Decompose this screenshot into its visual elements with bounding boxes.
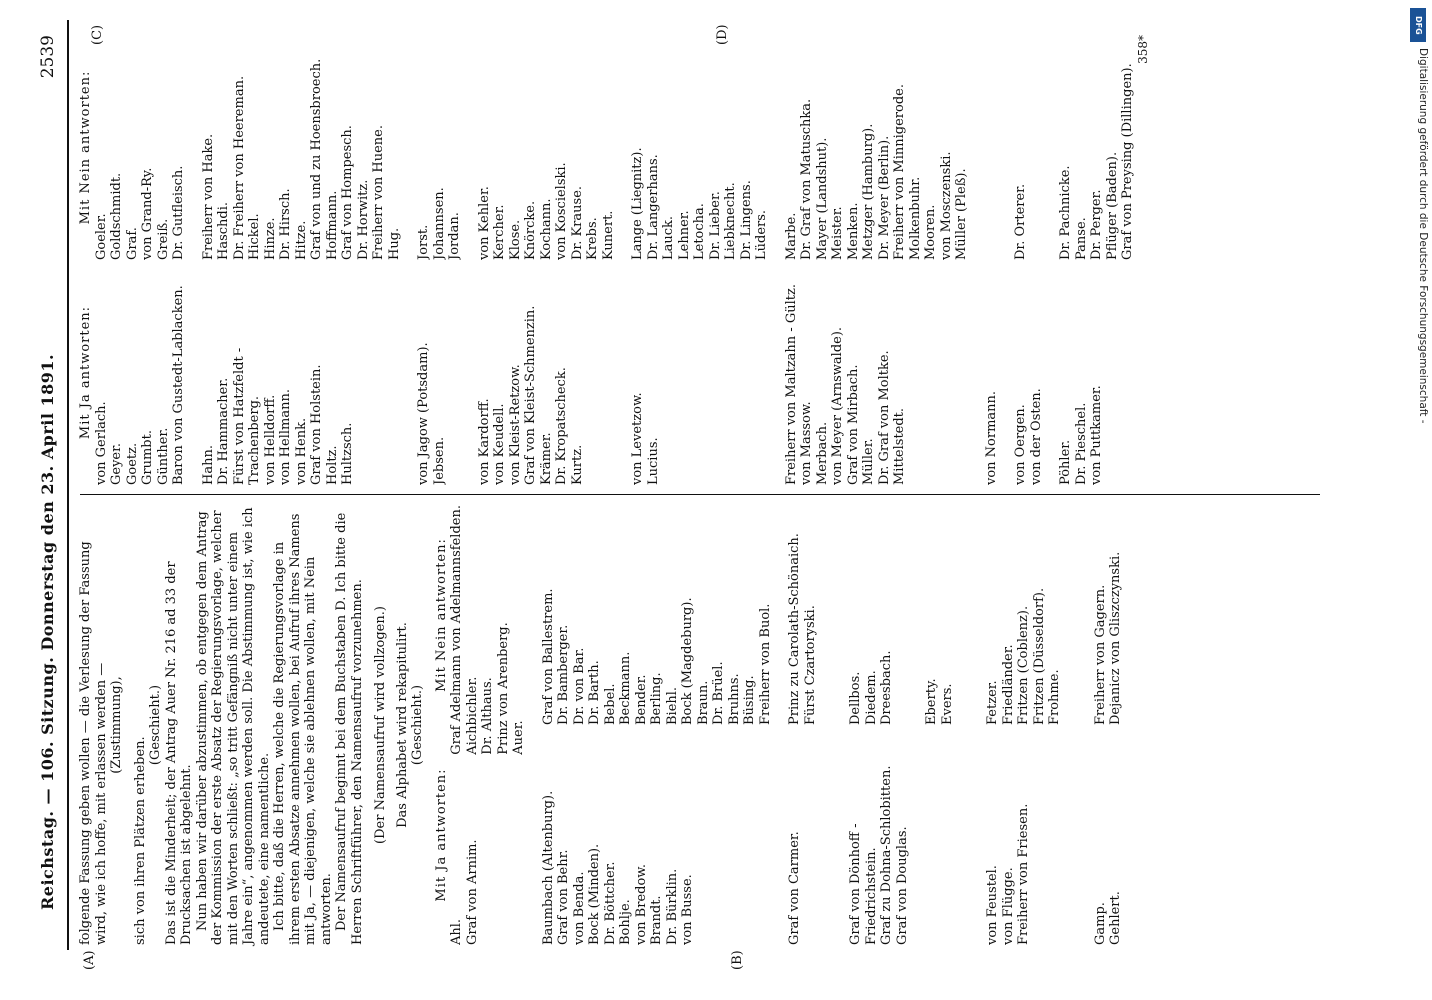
list-item: Dreesbach. (879, 650, 894, 725)
dfg-logo: DFG (1410, 8, 1426, 42)
abstimmung-text: Nun haben wir darüber abzustimmen, ob entgegen dem Antrag der Kommission der erste Absatz der Regierungsvorlage, welcher mit den Worten schließt: „so tritt Gefängniß nicht unter einem Jahre ein“, angenommen werden soll. Die Abstimmung ist, wie ich andeutete, eine namentliche. (194, 507, 272, 945)
ja-list-m (784, 260, 970, 485)
list-item: Fritzen (Coblenz). (1016, 605, 1031, 725)
vote-heads-left (434, 505, 450, 945)
list-item: Grumbt. (140, 430, 155, 485)
vote-group-k (477, 35, 617, 485)
list-item: Dellbos. (848, 671, 863, 725)
list-item: Dr. Hammacher. (216, 377, 231, 485)
list-item: Goldschmidt. (109, 172, 124, 260)
nein-list-d (848, 505, 910, 725)
nein-heading: Mit Nein antworten: (433, 538, 449, 692)
vote-group-j (416, 35, 463, 485)
list-item: Graf von Behr. (556, 849, 571, 945)
list-item: Baron von Gustedt-Lablacken. (171, 285, 186, 485)
list-item: von Flügge. (1000, 867, 1016, 945)
list-item: von Oergen. (1013, 404, 1028, 485)
list-item: von Koscielski. (554, 162, 569, 260)
list-item: Müller. (861, 438, 876, 485)
list-item: Dr. Graf von Moltke. (876, 350, 892, 485)
list-item: Hinze. (262, 217, 278, 260)
list-item: Graf von Ballestrem. (540, 588, 556, 725)
list-item: Lehner. (676, 210, 692, 260)
list-item: Graf von Douglas. (894, 826, 910, 945)
ja-list-f (985, 725, 1063, 945)
list-item: Braun. (695, 680, 711, 725)
list-item: von Grand-Ry. (140, 167, 155, 260)
nein-list-o (1013, 35, 1044, 260)
page-header (30, 20, 70, 950)
list-item: Graf von Dönhoff - Friedrichstein. (848, 823, 879, 945)
list-item: Goeler. (93, 213, 109, 260)
namensaufruf-text: Der Namensaufruf beginnt bei dem Buchstaben D. Ich bitte die Herren Schriftführer, den Namensaufruf vorzunehmen. (334, 512, 365, 945)
list-item: Fürst Czartoryski. (802, 605, 818, 725)
list-item: Panse. (1073, 217, 1089, 260)
list-item: Dr. Böttcher. (602, 861, 618, 945)
list-item: von Normann. (983, 390, 999, 485)
intro-text: folgende Fassung geben wollen — die Verlesung der Fassung wird, wie ich hoffe, mit erlassen werden — (78, 541, 109, 945)
list-item: von Benda. (571, 871, 587, 945)
zustimmung-note: (Zustimmung), (109, 676, 124, 774)
list-item: Mittelstedt. (892, 407, 907, 485)
list-item: Jorst. (416, 224, 431, 260)
list-item: Fürst von Hatzfeldt - Trachenberg. (231, 347, 262, 485)
list-item: Fritzen (Düsseldorf). (1031, 587, 1047, 725)
nein-list-a (449, 505, 527, 755)
ja-list-l (630, 260, 770, 485)
vote-group-g (1093, 505, 1124, 945)
list-item: von Keudell. (492, 403, 507, 485)
bitte-text: Ich bitte, daß die Herren, welche die Regierungsvorlage in ihrem ersten Absatze annehmen wollen, bei Aufruf ihres Namens mit Ja, — diejenigen, welche sie ablehnen wollen, mit Nein antworten. (272, 513, 334, 945)
list-item: Liebknecht. (723, 182, 738, 260)
list-item: Jordan. (447, 212, 462, 260)
list-item: Graf von Holstein. (309, 364, 324, 485)
list-item: Dr. Brüel. (711, 661, 726, 725)
list-item: Knörcke. (523, 200, 538, 260)
list-item: Jebsen. (431, 436, 447, 485)
vote-heads-right (78, 35, 94, 485)
vote-group-g2 (94, 35, 187, 485)
ja-list-b (541, 725, 774, 945)
list-item: Ahl. (449, 918, 464, 945)
list-item: Prinz zu Carolath-Schönaich. (787, 533, 802, 725)
nein-list-m (784, 35, 970, 260)
list-item: Klose. (507, 219, 523, 260)
ja-list-c (787, 725, 818, 945)
vote-group-f (985, 505, 1063, 945)
list-item: Lauck. (661, 215, 676, 260)
list-item: von Puttkamer. (1089, 385, 1104, 485)
list-item: Lüders. (754, 209, 769, 260)
list-item: Holtz. (324, 445, 340, 485)
list-item: von Helldorff. (262, 394, 278, 485)
list-item: Bock (Magdeburg). (680, 597, 695, 725)
nein-list-h (201, 35, 403, 260)
list-item: Kunert. (600, 210, 616, 260)
list-item: Geyer. (109, 442, 124, 485)
list-item: Freiherr von Buol. (757, 603, 773, 725)
nein-list-g (1093, 505, 1124, 725)
list-item: Dr. Krause. (569, 185, 585, 260)
list-item: Lucius. (645, 437, 661, 485)
vote-group-p (1058, 35, 1151, 485)
list-item: Metzger (Hamburg). (861, 123, 876, 260)
ja-list-o (1013, 260, 1044, 485)
list-item: von Hellmann. (278, 389, 293, 485)
list-item: Pöhler. (1058, 439, 1073, 485)
vote-group-e (924, 505, 955, 945)
ja-heading: Mit Ja antworten: (78, 305, 93, 440)
list-item: Hickel. (247, 213, 262, 260)
right-column (78, 35, 1328, 485)
list-item: von Henk. (293, 417, 309, 485)
list-item: Graf Adelmann von Adelmannsfelden. (449, 505, 464, 755)
list-item: Dr. von Bar. (571, 647, 587, 725)
alphabet-text: Das Alphabet wird rekapitulirt. (394, 622, 410, 828)
vote-group-l (630, 35, 770, 485)
nein-list-n (984, 35, 1000, 260)
nein-list-c (787, 505, 818, 725)
nein-list-e (924, 505, 955, 725)
list-item: Eberty. (924, 678, 939, 725)
list-item: Dr. Hirsch. (278, 188, 293, 260)
list-item: Graf von Carmer. (787, 831, 802, 945)
ja-list-g2 (94, 260, 187, 485)
left-column (78, 505, 1328, 945)
geschieht-note-2: (Geschieht.) (410, 684, 425, 766)
page-footnote: 358* (1135, 35, 1150, 64)
list-item: Bebel. (602, 683, 618, 725)
list-item: Kochann. (538, 198, 554, 260)
list-item: Pflüger (Baden). (1104, 151, 1120, 260)
list-item: Bender. (633, 674, 649, 725)
list-item: Graf. (124, 227, 140, 260)
list-item: Dejanicz von Gliszczynski. (1108, 551, 1123, 725)
header-rule (67, 20, 69, 950)
list-item: von Mosczenski. (938, 151, 954, 260)
list-item: von Levetzow. (630, 392, 645, 485)
list-item: von Feustel. (985, 865, 1000, 945)
vollzogen-note: (Der Namensaufruf wird vollzogen.) (373, 606, 388, 844)
ja-list-g (1093, 725, 1124, 945)
list-item: von Massow. (799, 401, 814, 485)
list-item: Mayer (Landshut). (814, 137, 830, 260)
list-item: Kurtz. (569, 444, 585, 485)
vote-group-o (1013, 35, 1044, 485)
list-item: Dr. Bamberger. (556, 624, 571, 725)
page-title: Reichstag. — 106. Sitzung. Donnerstag den 23. April 1891. (38, 353, 57, 910)
list-item: Dr. Lingens. (738, 180, 754, 260)
list-item: Graf von Arnim. (464, 839, 480, 945)
vote-group-m (784, 35, 970, 485)
list-item: Büsing. (742, 675, 757, 725)
list-item: Graf zu Dohna-Schlobitten. (879, 765, 894, 945)
vote-group-n (984, 35, 1000, 485)
list-item: Johannsen. (431, 187, 447, 260)
page-number: 2539 (38, 35, 58, 79)
list-item: Diedem. (863, 670, 879, 725)
geschieht-note-1: (Geschieht.) (148, 684, 163, 766)
list-item: Fetzer. (985, 680, 1000, 725)
list-item: von der Osten. (1028, 388, 1044, 485)
list-item: Freiherr von Huene. (371, 125, 386, 260)
nein-list-g2 (94, 35, 187, 260)
list-item: Dr. Langerhans. (645, 154, 661, 260)
list-item: Friedländer. (1000, 644, 1016, 725)
margin-letter-c: (C) (90, 24, 105, 45)
list-item: Dr. Horwitz. (355, 179, 371, 260)
list-item: von Bredow. (633, 863, 649, 945)
list-item: Graf von Kleist-Schmenzin. (523, 305, 538, 485)
list-item: Greiß. (155, 218, 171, 260)
list-item: Dr. Kropatscheck. (554, 367, 569, 485)
list-item: Bohlje. (618, 899, 633, 945)
list-item: Freiherr von Hake. (200, 133, 216, 260)
ja-list-h (201, 260, 403, 485)
nein-list-l (630, 35, 770, 260)
list-item: Graf von Mirbach. (845, 364, 861, 485)
list-item: Goetz. (124, 442, 140, 485)
minderheit-text: Das ist die Minderheit; der Antrag Auer Nr. 216 ad 33 der Drucksachen ist abgelehnt. (163, 561, 194, 945)
list-item: Graf von Hompesch. (340, 125, 355, 260)
ja-list-j (416, 260, 463, 485)
list-item: Günther. (155, 427, 171, 485)
margin-letter-d: (D) (715, 24, 730, 45)
list-item: Merbach. (814, 421, 830, 485)
list-item: von Kehler. (476, 186, 492, 260)
margin-letter-b: (B) (730, 950, 745, 970)
list-item: von Kleist-Retzow. (507, 364, 523, 485)
erheben-text: sich von ihren Plätzen erheben. (132, 736, 148, 945)
list-item: Gamp. (1092, 902, 1108, 945)
vote-group-a (449, 505, 527, 945)
list-item: Freiherr von Minnigerode. (892, 84, 907, 260)
list-item: Letocha. (692, 203, 707, 260)
nein-list-p (1058, 35, 1151, 260)
list-item: Frohme. (1047, 669, 1062, 725)
list-item: Hitze. (293, 220, 309, 260)
list-item: Mooren. (923, 204, 938, 260)
list-item: Berling. (649, 672, 664, 725)
list-item: von Meyer (Arnswalde). (830, 326, 845, 485)
funding-credit: Digitalisierung gefördert durch die Deutsche Forschungsgemeinschaft - (1417, 48, 1429, 424)
ja-list-e (924, 725, 955, 945)
list-item: Dr. Meyer (Berlin). (876, 135, 892, 260)
nein-list-k (477, 35, 617, 260)
nein-list-b (541, 505, 774, 725)
list-item: Bruhns. (726, 673, 742, 725)
list-item: Brandt. (649, 895, 664, 945)
vote-group-d (848, 505, 910, 945)
list-item: Dr. Graf von Matuschka. (799, 98, 814, 260)
list-item: Kercher. (492, 204, 507, 260)
ja-list-p (1058, 260, 1151, 485)
vote-group-h (201, 35, 403, 485)
list-item: Gehlert. (1108, 891, 1123, 945)
list-item: Freiherr von Gagern. (1092, 584, 1108, 725)
list-item: Biehl. (664, 686, 680, 725)
list-item: Hahn. (200, 445, 216, 485)
list-item: Dr. Althaus. (480, 677, 495, 755)
vote-group-b (541, 505, 774, 945)
list-item: Dr. Pieschel. (1073, 402, 1089, 485)
list-item: Meister. (830, 206, 845, 260)
list-item: Dr. Freiherr von Heereman. (231, 75, 247, 260)
list-item: Dr. Bürklin. (664, 868, 680, 945)
list-item: Freiherr von Friesen. (1016, 803, 1031, 945)
list-item: Krebs. (585, 217, 600, 260)
ja-list-n (984, 260, 1000, 485)
list-item: Graf von Preysing (Dillingen). (1120, 63, 1135, 260)
list-item: Prinz von Arenberg. (495, 622, 511, 755)
ja-list-k (477, 260, 617, 485)
list-item: Menken. (845, 202, 861, 260)
list-item: Molkenbuhr. (907, 176, 923, 260)
list-item: Dr. Perger. (1089, 189, 1104, 260)
ja-list-d (848, 725, 910, 945)
list-item: Dr. Pachnicke. (1058, 165, 1073, 260)
list-item: Aichbichler. (464, 676, 480, 755)
list-item: von Kardorff. (476, 398, 492, 485)
ja-heading: Mit Ja antworten: (433, 768, 449, 902)
list-item: Müller (Pleß). (954, 168, 969, 260)
nein-heading: Mit Nein antworten: (78, 70, 93, 225)
list-item: Auer. (511, 720, 526, 755)
nein-list-f (985, 505, 1063, 725)
list-item: Lange (Liegnitz). (630, 147, 645, 260)
list-item: Baumbach (Altenburg). (540, 790, 556, 945)
list-item: von Busse. (680, 874, 695, 945)
list-item: Freiherr von Maltzahn - Gültz. (783, 284, 799, 485)
list-item: Hoffmann. (324, 190, 340, 260)
list-item: Hultzsch. (340, 422, 355, 485)
column-divider (80, 494, 1320, 495)
list-item: Hug. (386, 227, 402, 260)
list-item: Marbe. (783, 212, 799, 260)
list-item: von Jagow (Potsdam). (416, 342, 431, 485)
list-item: Graf von und zu Hoensbroech. (309, 58, 324, 260)
ja-list-a (449, 755, 527, 945)
nein-list-j (416, 35, 463, 260)
list-item: von Gerlach. (93, 401, 109, 485)
margin-letter-a: (A) (82, 950, 97, 970)
list-item: Evers. (939, 683, 955, 725)
list-item: Dr. Barth. (587, 660, 602, 725)
list-item: Beckmann. (618, 651, 633, 725)
vote-group-c (787, 505, 818, 945)
list-item: Dr. Orterer. (1013, 183, 1028, 260)
list-item: Dr. Gutfleisch. (171, 165, 186, 260)
list-item: Bock (Minden). (587, 843, 602, 945)
list-item: Krämer. (538, 432, 554, 485)
list-item: Haschdi. (216, 201, 231, 260)
list-item: Dr. Lieber. (707, 191, 723, 260)
